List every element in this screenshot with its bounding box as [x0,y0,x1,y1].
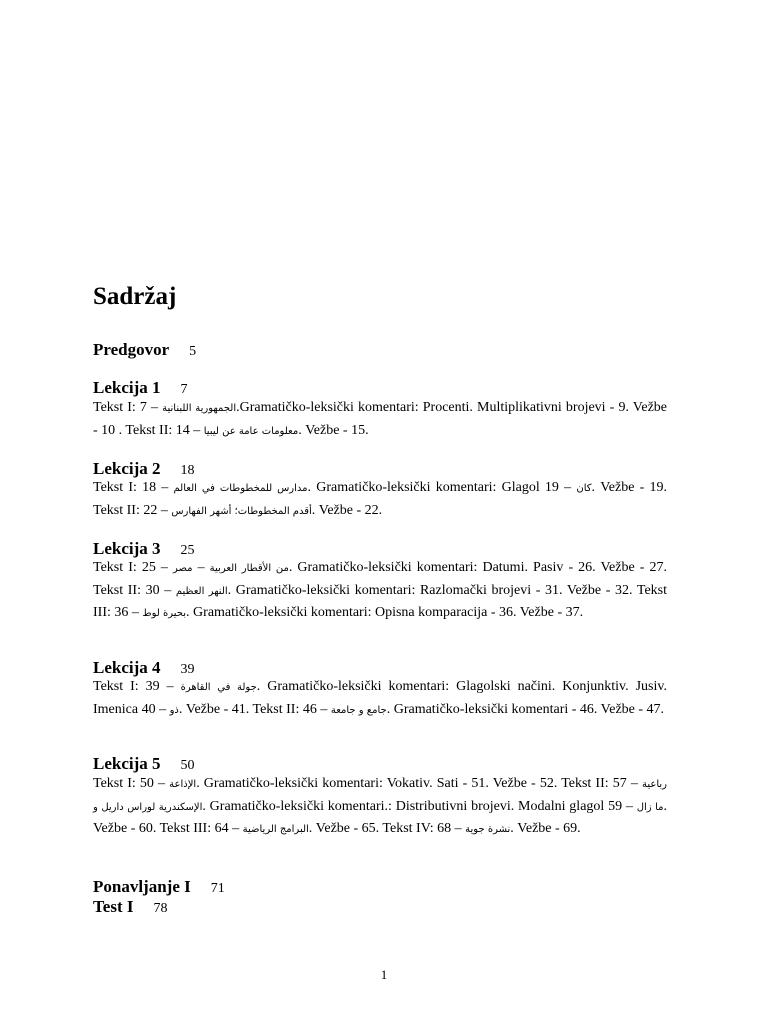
text-run: . Gramatičko-leksički komentari: Opisna komparacija - 36. Vežbe - 37. [186,605,584,620]
arabic-title: الإذاعة [169,779,197,790]
toc-entry-lekcija-3 [93,539,195,559]
text-run: . Vežbe - 15. [298,422,369,438]
entry-label: Lekcija 5 [93,754,161,773]
arabic-title: أقدم المخطوطات؛ أشهر الفهارس [171,505,312,517]
toc-entry-lekcija-4 [93,658,195,678]
text-run: Tekst I: 39 – [93,679,181,694]
toc-entry-test [93,897,167,917]
arabic-title: مصر [172,563,193,574]
toc-entry-lekcija-2 [93,459,195,479]
entry-page: 50 [180,758,195,773]
arabic-title: ما زال [636,801,664,813]
text-run: . Vežbe - 60. Tekst III: 64 – [93,798,667,836]
text-run: . Vežbe - 41. Tekst II: 46 – [178,701,331,717]
entry-page: 7 [180,382,188,397]
entry-page: 71 [210,881,225,896]
toc-entry-ponavljanje [93,877,225,897]
text-run: Tekst I: 50 – [93,776,170,791]
text-run: Tekst I: 25 – [93,560,173,575]
arabic-title: البرامج الرياضية [242,824,309,835]
arabic-title: رباعية الإسكندرية لوراس داريل و [93,779,667,813]
toc-entry-predgovor [93,340,196,360]
arabic-title: من الأقطار العربية [209,563,289,574]
toc-entry-lekcija-1 [93,378,188,398]
text-run: . Gramatičko-leksički komentari - 46. Vežbe - 47. [386,701,665,717]
page-number: 1 [380,967,388,982]
entry-label: Lekcija 1 [93,378,161,397]
lesson-2-contents [93,477,667,522]
toc-entry-lekcija-5 [93,754,195,774]
lesson-4-contents [93,676,667,721]
entry-label: Predgovor [93,340,170,359]
entry-page: 39 [180,662,195,677]
entry-page: 18 [180,463,195,478]
entry-label: Test I [93,897,134,916]
lesson-1-contents [93,397,667,442]
lesson-5-contents [93,773,667,841]
entry-label: Lekcija 2 [93,459,161,478]
text-run: . Vežbe - 19. Tekst II: 22 – [93,480,667,518]
arabic-title: بحيرة لوط [142,608,187,619]
entry-page: 78 [153,901,168,916]
text-run: . Gramatičko-leksički komentari: Datumi. Pasiv - 26. Vežbe - 27. Tekst II: 30 – [93,560,667,598]
text-run: Tekst I: 7 – [93,400,163,415]
arabic-title: كان [576,483,592,494]
text-run: . Vežbe - 65. Tekst IV: 68 – [308,821,466,836]
text-run: . Gramatičko-leksički komentari: Razlomački brojevi - 31. Vežbe - 32. Tekst III: 36 – [93,582,667,620]
text-run: – [192,560,210,575]
lesson-3-contents [93,557,667,625]
arabic-title: ذو [169,704,179,716]
text-run: .Gramatičko-leksički komentari: Procenti. Multiplikativni brojevi - 9. Vežbe - 10 . Tekst II: 14 – [93,400,668,438]
page-title: Sadržaj [93,283,177,310]
arabic-title: معلومات عامة عن ليبيا [203,425,299,437]
arabic-title: الجمهورية اللبنانية [162,403,237,414]
entry-label: Ponavljanje I [93,877,191,896]
arabic-title: جولة في القاهرة [180,682,257,693]
arabic-title: النهر العظيم [175,585,228,597]
text-run: . Gramatičko-leksički komentari: Glagolski načini. Konjunktiv. Jusiv. Imenica 40 – [93,679,667,717]
text-run: . Vežbe - 69. [510,821,581,836]
entry-page: 5 [189,344,197,359]
text-run: . Vežbe - 22. [311,502,383,518]
entry-page: 25 [180,543,195,558]
text-run: . Gramatičko-leksički komentari.: Distributivni brojevi. Modalni glagol 59 – [202,798,637,814]
arabic-title: جامع و جامعة [330,704,387,716]
text-run: Tekst I: 18 – [93,480,174,495]
text-run: . Gramatičko-leksički komentari: Glagol 19 – [307,480,577,495]
arabic-title: مدارس للمخطوطات في العالم [173,483,308,494]
entry-label: Lekcija 3 [93,539,161,558]
text-run: . Gramatičko-leksički komentari: Vokativ. Sati - 51. Vežbe - 52. Tekst II: 57 – [196,776,642,791]
arabic-title: نشرة جوية [465,824,511,835]
entry-label: Lekcija 4 [93,658,161,677]
